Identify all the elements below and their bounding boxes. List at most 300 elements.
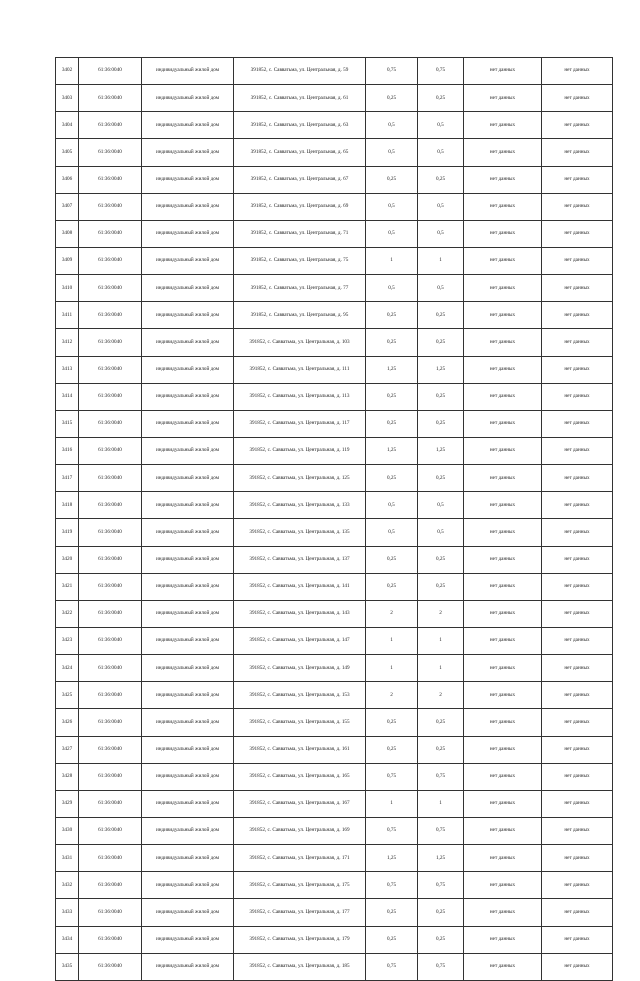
registry-rows [56, 58, 613, 981]
status-value-cell: нет данных [464, 872, 542, 899]
table-row [56, 546, 613, 573]
table-row [56, 519, 613, 546]
cadastral-code-cell: 61:36:0040 [79, 682, 142, 709]
row-number-cell: 3428 [56, 763, 79, 790]
status-value-cell: нет данных [464, 627, 542, 654]
table-row [56, 112, 613, 139]
object-type-cell: индивидуальный жилой дом [142, 247, 234, 274]
area-value-2-cell: 0,25 [418, 926, 464, 953]
cadastral-code-cell: 61:36:0040 [79, 817, 142, 844]
address-cell: 391852, с. Савватьма, ул. Центральная, д. 143 [234, 600, 366, 627]
object-type-cell: индивидуальный жилой дом [142, 655, 234, 682]
status-value-2-cell: нет данных [542, 600, 613, 627]
status-value-cell: нет данных [464, 302, 542, 329]
row-number-cell: 3409 [56, 247, 79, 274]
area-value-cell: 2 [366, 682, 418, 709]
address-cell: 391852, с. Савватьма, ул. Центральная, д. 185 [234, 953, 366, 980]
area-value-cell: 0,75 [366, 763, 418, 790]
cadastral-code-cell: 61:36:0040 [79, 899, 142, 926]
status-value-cell: нет данных [464, 247, 542, 274]
status-value-cell: нет данных [464, 573, 542, 600]
object-type-cell: индивидуальный жилой дом [142, 519, 234, 546]
area-value-2-cell: 0,25 [418, 573, 464, 600]
area-value-2-cell: 0,25 [418, 899, 464, 926]
cadastral-code-cell: 61:36:0040 [79, 763, 142, 790]
status-value-2-cell: нет данных [542, 112, 613, 139]
status-value-cell: нет данных [464, 193, 542, 220]
object-type-cell: индивидуальный жилой дом [142, 872, 234, 899]
cadastral-code-cell: 61:36:0040 [79, 220, 142, 247]
status-value-2-cell: нет данных [542, 845, 613, 872]
area-value-2-cell: 0,25 [418, 465, 464, 492]
table-row [56, 736, 613, 763]
status-value-2-cell: нет данных [542, 736, 613, 763]
area-value-cell: 0,25 [366, 926, 418, 953]
row-number-cell: 3432 [56, 872, 79, 899]
object-type-cell: индивидуальный жилой дом [142, 302, 234, 329]
area-value-2-cell: 0,75 [418, 817, 464, 844]
status-value-2-cell: нет данных [542, 356, 613, 383]
area-value-cell: 0,25 [366, 410, 418, 437]
row-number-cell: 3407 [56, 193, 79, 220]
area-value-cell: 1,25 [366, 356, 418, 383]
area-value-2-cell: 0,5 [418, 139, 464, 166]
status-value-cell: нет данных [464, 763, 542, 790]
status-value-2-cell: нет данных [542, 682, 613, 709]
address-cell: 391852, с. Савватьма, ул. Центральная, д. 175 [234, 872, 366, 899]
area-value-2-cell: 1,25 [418, 845, 464, 872]
address-cell: 391852, с. Савватьма, ул. Центральная, д. 119 [234, 437, 366, 464]
status-value-2-cell: нет данных [542, 926, 613, 953]
object-type-cell: индивидуальный жилой дом [142, 356, 234, 383]
object-type-cell: индивидуальный жилой дом [142, 492, 234, 519]
status-value-cell: нет данных [464, 356, 542, 383]
area-value-cell: 1,25 [366, 845, 418, 872]
cadastral-code-cell: 61:36:0040 [79, 410, 142, 437]
cadastral-code-cell: 61:36:0040 [79, 356, 142, 383]
status-value-2-cell: нет данных [542, 465, 613, 492]
cadastral-code-cell: 61:36:0040 [79, 247, 142, 274]
area-value-cell: 0,75 [366, 872, 418, 899]
area-value-cell: 0,25 [366, 546, 418, 573]
cadastral-code-cell: 61:36:0040 [79, 736, 142, 763]
area-value-2-cell: 0,5 [418, 492, 464, 519]
row-number-cell: 3426 [56, 709, 79, 736]
table-row [56, 763, 613, 790]
row-number-cell: 3427 [56, 736, 79, 763]
table-row [56, 139, 613, 166]
address-cell: 391852, с. Савватьма, ул. Центральная, д. 69 [234, 193, 366, 220]
status-value-2-cell: нет данных [542, 85, 613, 112]
area-value-2-cell: 0,25 [418, 736, 464, 763]
cadastral-code-cell: 61:36:0040 [79, 437, 142, 464]
status-value-cell: нет данных [464, 437, 542, 464]
table-row [56, 573, 613, 600]
status-value-2-cell: нет данных [542, 410, 613, 437]
area-value-2-cell: 2 [418, 600, 464, 627]
area-value-cell: 1,25 [366, 437, 418, 464]
object-type-cell: индивидуальный жилой дом [142, 682, 234, 709]
area-value-2-cell: 1 [418, 790, 464, 817]
address-cell: 391852, с. Савватьма, ул. Центральная, д. 77 [234, 275, 366, 302]
cadastral-code-cell: 61:36:0040 [79, 58, 142, 85]
table-row [56, 817, 613, 844]
address-cell: 391852, с. Савватьма, ул. Центральная, д. 147 [234, 627, 366, 654]
area-value-cell: 0,5 [366, 220, 418, 247]
address-cell: 391852, с. Савватьма, ул. Центральная, д. 141 [234, 573, 366, 600]
row-number-cell: 3431 [56, 845, 79, 872]
status-value-cell: нет данных [464, 519, 542, 546]
address-cell: 391852, с. Савватьма, ул. Центральная, д. 95 [234, 302, 366, 329]
address-cell: 391852, с. Савватьма, ул. Центральная, д. 103 [234, 329, 366, 356]
address-cell: 391852, с. Савватьма, ул. Центральная, д. 113 [234, 383, 366, 410]
object-type-cell: индивидуальный жилой дом [142, 112, 234, 139]
row-number-cell: 3422 [56, 600, 79, 627]
row-number-cell: 3435 [56, 953, 79, 980]
status-value-cell: нет данных [464, 817, 542, 844]
area-value-2-cell: 0,25 [418, 85, 464, 112]
row-number-cell: 3412 [56, 329, 79, 356]
area-value-cell: 1 [366, 790, 418, 817]
status-value-cell: нет данных [464, 600, 542, 627]
area-value-2-cell: 0,5 [418, 519, 464, 546]
area-value-cell: 0,75 [366, 953, 418, 980]
table-row [56, 926, 613, 953]
row-number-cell: 3420 [56, 546, 79, 573]
area-value-cell: 0,25 [366, 85, 418, 112]
status-value-cell: нет данных [464, 220, 542, 247]
area-value-2-cell: 0,25 [418, 302, 464, 329]
object-type-cell: индивидуальный жилой дом [142, 139, 234, 166]
address-cell: 391852, с. Савватьма, ул. Центральная, д. 133 [234, 492, 366, 519]
row-number-cell: 3429 [56, 790, 79, 817]
area-value-2-cell: 0,75 [418, 58, 464, 85]
area-value-2-cell: 2 [418, 682, 464, 709]
area-value-2-cell: 0,25 [418, 166, 464, 193]
area-value-cell: 1 [366, 627, 418, 654]
area-value-cell: 0,5 [366, 193, 418, 220]
status-value-cell: нет данных [464, 58, 542, 85]
status-value-2-cell: нет данных [542, 953, 613, 980]
status-value-cell: нет данных [464, 112, 542, 139]
cadastral-code-cell: 61:36:0040 [79, 926, 142, 953]
area-value-cell: 2 [366, 600, 418, 627]
object-type-cell: индивидуальный жилой дом [142, 709, 234, 736]
object-type-cell: индивидуальный жилой дом [142, 383, 234, 410]
table-row [56, 329, 613, 356]
table-row [56, 247, 613, 274]
object-type-cell: индивидуальный жилой дом [142, 736, 234, 763]
status-value-cell: нет данных [464, 465, 542, 492]
status-value-cell: нет данных [464, 410, 542, 437]
address-cell: 391852, с. Савватьма, ул. Центральная, д. 65 [234, 139, 366, 166]
cadastral-code-cell: 61:36:0040 [79, 465, 142, 492]
object-type-cell: индивидуальный жилой дом [142, 926, 234, 953]
object-type-cell: индивидуальный жилой дом [142, 953, 234, 980]
area-value-2-cell: 1,25 [418, 437, 464, 464]
status-value-cell: нет данных [464, 166, 542, 193]
area-value-2-cell: 0,25 [418, 410, 464, 437]
area-value-cell: 0,5 [366, 519, 418, 546]
object-type-cell: индивидуальный жилой дом [142, 763, 234, 790]
cadastral-code-cell: 61:36:0040 [79, 953, 142, 980]
area-value-cell: 0,5 [366, 139, 418, 166]
status-value-cell: нет данных [464, 492, 542, 519]
status-value-cell: нет данных [464, 85, 542, 112]
object-type-cell: индивидуальный жилой дом [142, 275, 234, 302]
table-row [56, 899, 613, 926]
table-row [56, 600, 613, 627]
table-row [56, 220, 613, 247]
area-value-cell: 0,25 [366, 736, 418, 763]
row-number-cell: 3415 [56, 410, 79, 437]
status-value-2-cell: нет данных [542, 899, 613, 926]
object-type-cell: индивидуальный жилой дом [142, 437, 234, 464]
row-number-cell: 3416 [56, 437, 79, 464]
object-type-cell: индивидуальный жилой дом [142, 600, 234, 627]
address-cell: 391852, с. Савватьма, ул. Центральная, д. 71 [234, 220, 366, 247]
table-row [56, 410, 613, 437]
address-cell: 391852, с. Савватьма, ул. Центральная, д. 153 [234, 682, 366, 709]
object-type-cell: индивидуальный жилой дом [142, 193, 234, 220]
object-type-cell: индивидуальный жилой дом [142, 817, 234, 844]
cadastral-code-cell: 61:36:0040 [79, 275, 142, 302]
status-value-2-cell: нет данных [542, 247, 613, 274]
row-number-cell: 3424 [56, 655, 79, 682]
row-number-cell: 3402 [56, 58, 79, 85]
area-value-cell: 0,5 [366, 492, 418, 519]
object-type-cell: индивидуальный жилой дом [142, 465, 234, 492]
status-value-cell: нет данных [464, 275, 542, 302]
cadastral-code-cell: 61:36:0040 [79, 166, 142, 193]
status-value-cell: нет данных [464, 709, 542, 736]
table-row [56, 845, 613, 872]
table-row [56, 85, 613, 112]
row-number-cell: 3406 [56, 166, 79, 193]
area-value-cell: 0,25 [366, 573, 418, 600]
area-value-cell: 0,25 [366, 709, 418, 736]
object-type-cell: индивидуальный жилой дом [142, 790, 234, 817]
area-value-2-cell: 1 [418, 247, 464, 274]
cadastral-code-cell: 61:36:0040 [79, 573, 142, 600]
area-value-cell: 0,25 [366, 899, 418, 926]
address-cell: 391852, с. Савватьма, ул. Центральная, д. 177 [234, 899, 366, 926]
area-value-cell: 0,25 [366, 166, 418, 193]
table-row [56, 437, 613, 464]
area-value-2-cell: 0,5 [418, 275, 464, 302]
area-value-cell: 0,75 [366, 817, 418, 844]
cadastral-code-cell: 61:36:0040 [79, 329, 142, 356]
area-value-2-cell: 0,75 [418, 872, 464, 899]
address-cell: 391852, с. Савватьма, ул. Центральная, д. 75 [234, 247, 366, 274]
status-value-2-cell: нет данных [542, 193, 613, 220]
cadastral-code-cell: 61:36:0040 [79, 845, 142, 872]
object-type-cell: индивидуальный жилой дом [142, 85, 234, 112]
cadastral-code-cell: 61:36:0040 [79, 627, 142, 654]
status-value-2-cell: нет данных [542, 519, 613, 546]
address-cell: 391852, с. Савватьма, ул. Центральная, д. 67 [234, 166, 366, 193]
table-row [56, 356, 613, 383]
status-value-2-cell: нет данных [542, 817, 613, 844]
area-value-2-cell: 1 [418, 655, 464, 682]
cadastral-code-cell: 61:36:0040 [79, 655, 142, 682]
object-type-cell: индивидуальный жилой дом [142, 546, 234, 573]
cadastral-code-cell: 61:36:0040 [79, 139, 142, 166]
address-cell: 391852, с. Савватьма, ул. Центральная, д. 165 [234, 763, 366, 790]
object-type-cell: индивидуальный жилой дом [142, 627, 234, 654]
cadastral-code-cell: 61:36:0040 [79, 383, 142, 410]
object-type-cell: индивидуальный жилой дом [142, 166, 234, 193]
area-value-2-cell: 0,25 [418, 709, 464, 736]
row-number-cell: 3423 [56, 627, 79, 654]
area-value-2-cell: 1 [418, 627, 464, 654]
row-number-cell: 3419 [56, 519, 79, 546]
status-value-cell: нет данных [464, 546, 542, 573]
object-type-cell: индивидуальный жилой дом [142, 845, 234, 872]
status-value-cell: нет данных [464, 790, 542, 817]
status-value-2-cell: нет данных [542, 573, 613, 600]
status-value-2-cell: нет данных [542, 492, 613, 519]
status-value-2-cell: нет данных [542, 763, 613, 790]
status-value-cell: нет данных [464, 682, 542, 709]
table-row [56, 465, 613, 492]
table-row [56, 383, 613, 410]
table-row [56, 682, 613, 709]
cadastral-code-cell: 61:36:0040 [79, 709, 142, 736]
row-number-cell: 3403 [56, 85, 79, 112]
row-number-cell: 3417 [56, 465, 79, 492]
area-value-2-cell: 0,75 [418, 763, 464, 790]
object-type-cell: индивидуальный жилой дом [142, 573, 234, 600]
row-number-cell: 3405 [56, 139, 79, 166]
status-value-2-cell: нет данных [542, 627, 613, 654]
status-value-cell: нет данных [464, 655, 542, 682]
cadastral-code-cell: 61:36:0040 [79, 790, 142, 817]
row-number-cell: 3411 [56, 302, 79, 329]
area-value-cell: 0,75 [366, 58, 418, 85]
row-number-cell: 3408 [56, 220, 79, 247]
table-row [56, 655, 613, 682]
status-value-2-cell: нет данных [542, 302, 613, 329]
cadastral-code-cell: 61:36:0040 [79, 112, 142, 139]
area-value-cell: 0,5 [366, 112, 418, 139]
table-row [56, 58, 613, 85]
table-row [56, 627, 613, 654]
status-value-2-cell: нет данных [542, 166, 613, 193]
cadastral-code-cell: 61:36:0040 [79, 492, 142, 519]
address-cell: 391852, с. Савватьма, ул. Центральная, д. 61 [234, 85, 366, 112]
area-value-cell: 1 [366, 247, 418, 274]
row-number-cell: 3433 [56, 899, 79, 926]
area-value-2-cell: 0,5 [418, 193, 464, 220]
address-cell: 391852, с. Савватьма, ул. Центральная, д. 111 [234, 356, 366, 383]
area-value-cell: 0,25 [366, 302, 418, 329]
area-value-cell: 0,25 [366, 329, 418, 356]
cadastral-code-cell: 61:36:0040 [79, 85, 142, 112]
status-value-2-cell: нет данных [542, 872, 613, 899]
address-cell: 391852, с. Савватьма, ул. Центральная, д. 117 [234, 410, 366, 437]
area-value-cell: 0,5 [366, 275, 418, 302]
address-cell: 391852, с. Савватьма, ул. Центральная, д. 169 [234, 817, 366, 844]
object-type-cell: индивидуальный жилой дом [142, 58, 234, 85]
status-value-cell: нет данных [464, 926, 542, 953]
row-number-cell: 3414 [56, 383, 79, 410]
address-cell: 391852, с. Савватьма, ул. Центральная, д. 59 [234, 58, 366, 85]
address-cell: 391852, с. Савватьма, ул. Центральная, д. 161 [234, 736, 366, 763]
status-value-cell: нет данных [464, 845, 542, 872]
address-cell: 391852, с. Савватьма, ул. Центральная, д. 137 [234, 546, 366, 573]
area-value-2-cell: 0,25 [418, 329, 464, 356]
address-cell: 391852, с. Савватьма, ул. Центральная, д. 149 [234, 655, 366, 682]
status-value-2-cell: нет данных [542, 437, 613, 464]
cadastral-code-cell: 61:36:0040 [79, 193, 142, 220]
area-value-2-cell: 0,5 [418, 220, 464, 247]
cadastral-code-cell: 61:36:0040 [79, 546, 142, 573]
status-value-2-cell: нет данных [542, 220, 613, 247]
area-value-2-cell: 1,25 [418, 356, 464, 383]
area-value-cell: 0,25 [366, 465, 418, 492]
status-value-2-cell: нет данных [542, 383, 613, 410]
address-cell: 391852, с. Савватьма, ул. Центральная, д. 179 [234, 926, 366, 953]
cadastral-code-cell: 61:36:0040 [79, 872, 142, 899]
cadastral-code-cell: 61:36:0040 [79, 600, 142, 627]
area-value-cell: 1 [366, 655, 418, 682]
table-row [56, 302, 613, 329]
row-number-cell: 3413 [56, 356, 79, 383]
status-value-cell: нет данных [464, 736, 542, 763]
status-value-2-cell: нет данных [542, 709, 613, 736]
object-type-cell: индивидуальный жилой дом [142, 220, 234, 247]
row-number-cell: 3434 [56, 926, 79, 953]
registry-table [55, 57, 613, 981]
row-number-cell: 3410 [56, 275, 79, 302]
area-value-2-cell: 0,75 [418, 953, 464, 980]
address-cell: 391852, с. Савватьма, ул. Центральная, д. 155 [234, 709, 366, 736]
address-cell: 391852, с. Савватьма, ул. Центральная, д. 171 [234, 845, 366, 872]
address-cell: 391852, с. Савватьма, ул. Центральная, д. 135 [234, 519, 366, 546]
area-value-2-cell: 0,5 [418, 112, 464, 139]
status-value-cell: нет данных [464, 139, 542, 166]
status-value-cell: нет данных [464, 899, 542, 926]
address-cell: 391852, с. Савватьма, ул. Центральная, д. 63 [234, 112, 366, 139]
status-value-2-cell: нет данных [542, 655, 613, 682]
status-value-2-cell: нет данных [542, 139, 613, 166]
row-number-cell: 3418 [56, 492, 79, 519]
cadastral-code-cell: 61:36:0040 [79, 519, 142, 546]
row-number-cell: 3425 [56, 682, 79, 709]
address-cell: 391852, с. Савватьма, ул. Центральная, д. 167 [234, 790, 366, 817]
object-type-cell: индивидуальный жилой дом [142, 410, 234, 437]
status-value-2-cell: нет данных [542, 329, 613, 356]
area-value-cell: 0,25 [366, 383, 418, 410]
row-number-cell: 3404 [56, 112, 79, 139]
status-value-cell: нет данных [464, 383, 542, 410]
object-type-cell: индивидуальный жилой дом [142, 329, 234, 356]
area-value-2-cell: 0,25 [418, 546, 464, 573]
row-number-cell: 3421 [56, 573, 79, 600]
area-value-2-cell: 0,25 [418, 383, 464, 410]
status-value-cell: нет данных [464, 953, 542, 980]
status-value-2-cell: нет данных [542, 58, 613, 85]
table-row [56, 492, 613, 519]
row-number-cell: 3430 [56, 817, 79, 844]
table-row [56, 166, 613, 193]
status-value-2-cell: нет данных [542, 275, 613, 302]
table-row [56, 193, 613, 220]
table-row [56, 790, 613, 817]
status-value-2-cell: нет данных [542, 790, 613, 817]
status-value-2-cell: нет данных [542, 546, 613, 573]
